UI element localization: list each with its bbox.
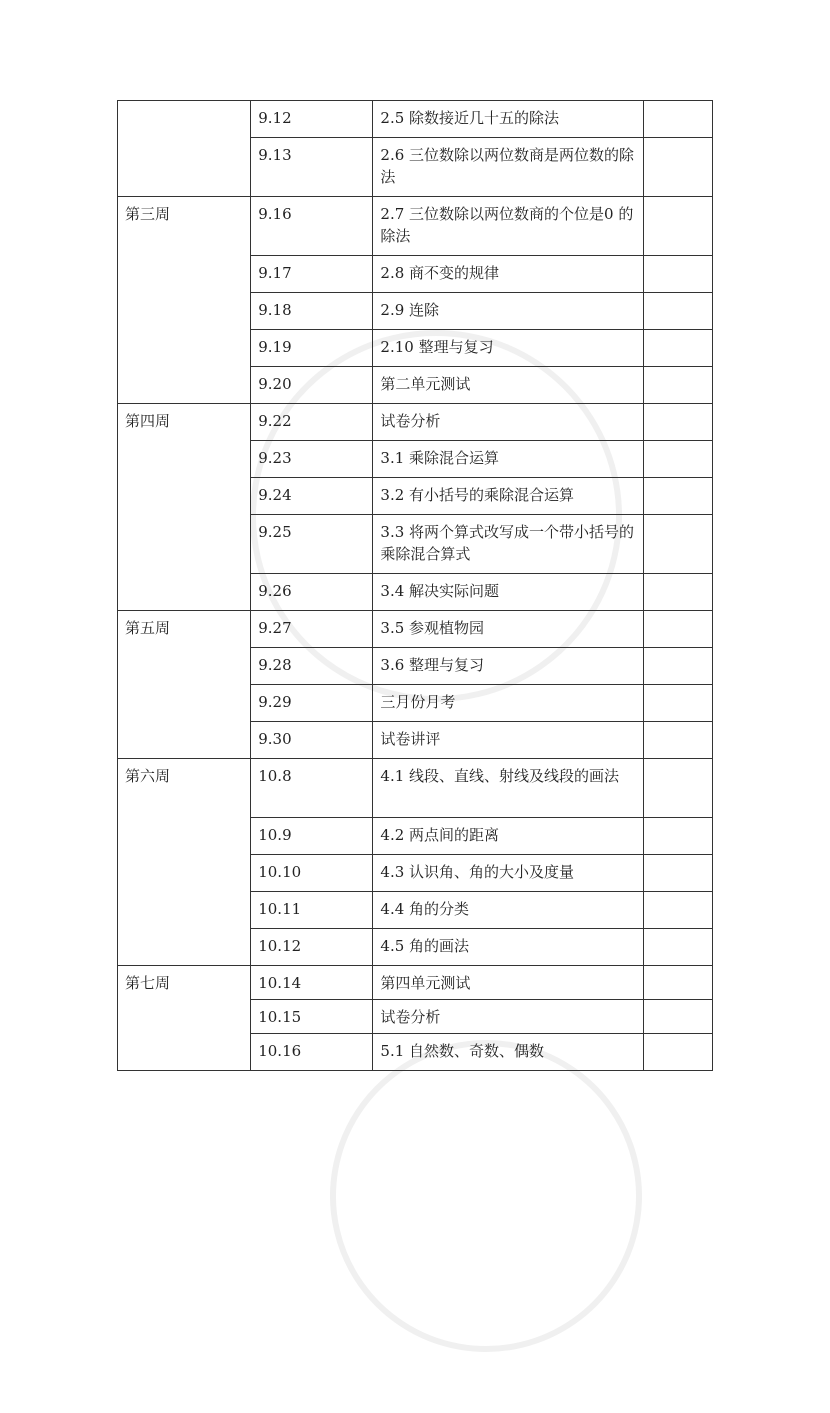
content-cell: 试卷分析 bbox=[373, 404, 643, 441]
date-cell: 9.26 bbox=[251, 574, 373, 611]
date-cell: 9.22 bbox=[251, 404, 373, 441]
content-cell: 试卷分析 bbox=[373, 1000, 643, 1034]
note-cell bbox=[643, 138, 712, 197]
content-cell: 2.5 除数接近几十五的除法 bbox=[373, 101, 643, 138]
note-cell bbox=[643, 404, 712, 441]
date-cell: 10.12 bbox=[251, 929, 373, 966]
table-row bbox=[118, 966, 713, 1000]
note-cell bbox=[643, 722, 712, 759]
teaching-schedule-table bbox=[117, 100, 713, 1071]
note-cell bbox=[643, 966, 712, 1000]
note-cell bbox=[643, 611, 712, 648]
note-cell bbox=[643, 1034, 712, 1071]
week-cell bbox=[118, 101, 251, 197]
table-row bbox=[118, 101, 713, 138]
note-cell bbox=[643, 1000, 712, 1034]
date-cell: 10.8 bbox=[251, 759, 373, 818]
content-cell: 2.10 整理与复习 bbox=[373, 330, 643, 367]
week-cell: 第五周 bbox=[118, 611, 251, 759]
content-cell: 4.5 角的画法 bbox=[373, 929, 643, 966]
week-cell: 第七周 bbox=[118, 966, 251, 1071]
note-cell bbox=[643, 256, 712, 293]
table-row bbox=[118, 759, 713, 818]
note-cell bbox=[643, 759, 712, 818]
content-cell: 三月份月考 bbox=[373, 685, 643, 722]
note-cell bbox=[643, 478, 712, 515]
content-cell: 2.7 三位数除以两位数商的个位是0 的除法 bbox=[373, 197, 643, 256]
note-cell bbox=[643, 855, 712, 892]
content-cell: 3.2 有小括号的乘除混合运算 bbox=[373, 478, 643, 515]
date-cell: 9.13 bbox=[251, 138, 373, 197]
date-cell: 9.20 bbox=[251, 367, 373, 404]
date-cell: 9.30 bbox=[251, 722, 373, 759]
content-cell: 2.6 三位数除以两位数商是两位数的除法 bbox=[373, 138, 643, 197]
content-cell: 5.1 自然数、奇数、偶数 bbox=[373, 1034, 643, 1071]
content-cell: 第四单元测试 bbox=[373, 966, 643, 1000]
week-cell: 第三周 bbox=[118, 197, 251, 404]
content-cell: 2.9 连除 bbox=[373, 293, 643, 330]
date-cell: 9.19 bbox=[251, 330, 373, 367]
date-cell: 9.16 bbox=[251, 197, 373, 256]
date-cell: 10.15 bbox=[251, 1000, 373, 1034]
note-cell bbox=[643, 293, 712, 330]
date-cell: 9.29 bbox=[251, 685, 373, 722]
note-cell bbox=[643, 574, 712, 611]
note-cell bbox=[643, 101, 712, 138]
note-cell bbox=[643, 818, 712, 855]
content-cell: 第二单元测试 bbox=[373, 367, 643, 404]
content-cell: 3.4 解决实际问题 bbox=[373, 574, 643, 611]
content-cell: 4.2 两点间的距离 bbox=[373, 818, 643, 855]
date-cell: 10.11 bbox=[251, 892, 373, 929]
content-cell: 4.1 线段、直线、射线及线段的画法 bbox=[373, 759, 643, 818]
table-row bbox=[118, 197, 713, 256]
note-cell bbox=[643, 892, 712, 929]
content-cell: 3.3 将两个算式改写成一个带小括号的乘除混合算式 bbox=[373, 515, 643, 574]
date-cell: 9.28 bbox=[251, 648, 373, 685]
date-cell: 9.24 bbox=[251, 478, 373, 515]
date-cell: 10.16 bbox=[251, 1034, 373, 1071]
date-cell: 9.18 bbox=[251, 293, 373, 330]
content-cell: 3.6 整理与复习 bbox=[373, 648, 643, 685]
content-cell: 试卷讲评 bbox=[373, 722, 643, 759]
content-cell: 4.4 角的分类 bbox=[373, 892, 643, 929]
table-row bbox=[118, 404, 713, 441]
note-cell bbox=[643, 367, 712, 404]
note-cell bbox=[643, 330, 712, 367]
date-cell: 10.10 bbox=[251, 855, 373, 892]
date-cell: 9.17 bbox=[251, 256, 373, 293]
date-cell: 9.23 bbox=[251, 441, 373, 478]
content-cell: 3.1 乘除混合运算 bbox=[373, 441, 643, 478]
week-cell: 第四周 bbox=[118, 404, 251, 611]
table-row bbox=[118, 611, 713, 648]
date-cell: 10.14 bbox=[251, 966, 373, 1000]
week-cell: 第六周 bbox=[118, 759, 251, 966]
content-cell: 2.8 商不变的规律 bbox=[373, 256, 643, 293]
content-cell: 3.5 参观植物园 bbox=[373, 611, 643, 648]
date-cell: 10.9 bbox=[251, 818, 373, 855]
note-cell bbox=[643, 197, 712, 256]
content-cell: 4.3 认识角、角的大小及度量 bbox=[373, 855, 643, 892]
date-cell: 9.12 bbox=[251, 101, 373, 138]
note-cell bbox=[643, 685, 712, 722]
note-cell bbox=[643, 515, 712, 574]
date-cell: 9.25 bbox=[251, 515, 373, 574]
note-cell bbox=[643, 441, 712, 478]
date-cell: 9.27 bbox=[251, 611, 373, 648]
note-cell bbox=[643, 648, 712, 685]
note-cell bbox=[643, 929, 712, 966]
